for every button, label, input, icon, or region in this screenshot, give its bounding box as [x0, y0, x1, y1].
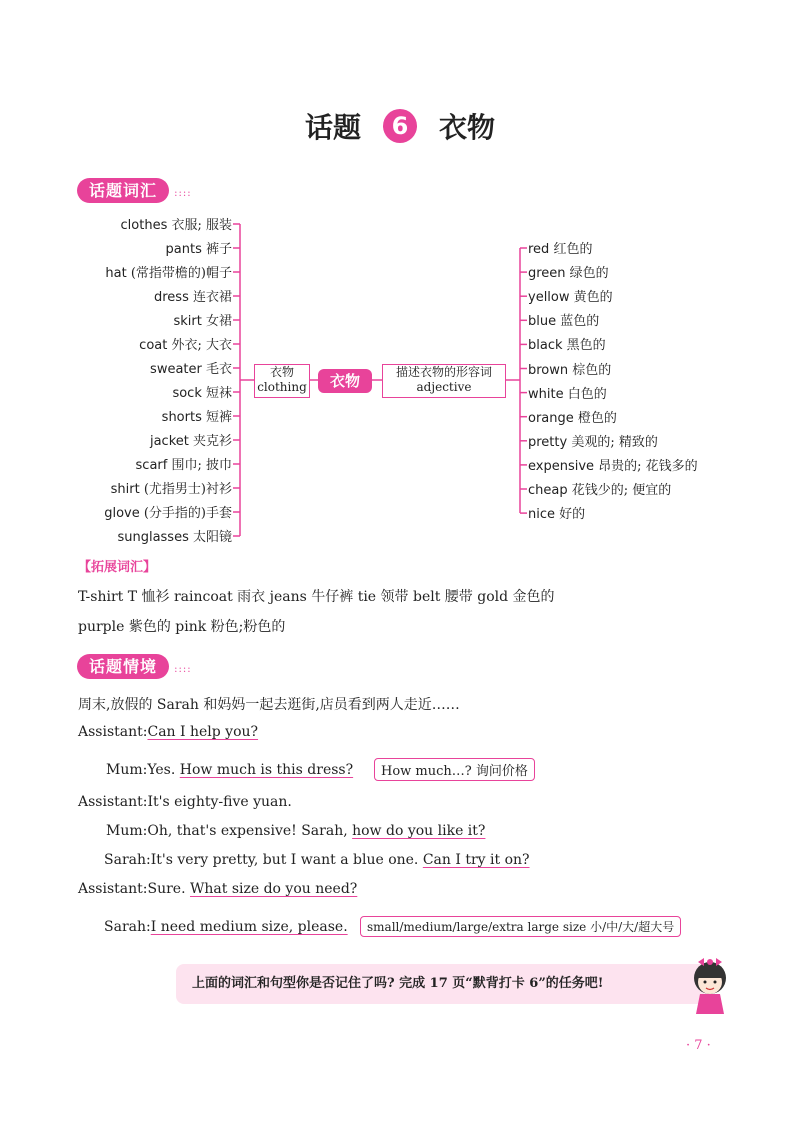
dialogue-line-7: [104, 919, 348, 935]
vocab-english: expensive: [528, 458, 595, 474]
vocab-english: orange: [528, 410, 574, 426]
vocab-chinese: 橙色的: [573, 410, 617, 426]
vocab-english: scarf: [135, 458, 168, 473]
sentence-text: It's eighty-five yuan.: [147, 794, 292, 810]
sentence-text: Oh, that's expensive! Sarah,: [147, 823, 353, 839]
section-context-label: 话题情境: [77, 654, 169, 679]
vocab-english: black: [528, 338, 563, 354]
vocab-item: [528, 455, 698, 474]
vocab-chinese: 裤子: [201, 242, 232, 257]
decor-dots: ::::: [174, 188, 192, 199]
vocab-english: pretty: [528, 434, 568, 450]
speaker: Assistant:: [78, 724, 148, 740]
vocab-english: green: [528, 266, 566, 282]
page-number: · 7 ·: [686, 1038, 711, 1053]
node-clothing: [254, 364, 310, 398]
key-sentence: Can I help you?: [147, 724, 259, 740]
vocab-item: [172, 382, 232, 401]
vocab-chinese: 女裙: [201, 314, 232, 329]
node-adjective-cn: 描述衣物的形容词: [395, 365, 492, 379]
vocab-chinese: 夹克衫: [188, 434, 232, 449]
vocab-english: sweater: [150, 362, 202, 377]
dialogue-line-4: [106, 823, 485, 839]
vocab-item: [528, 334, 606, 353]
vocab-chinese: 短袜: [201, 386, 232, 401]
node-adjective: [382, 364, 506, 398]
vocab-item: [150, 358, 232, 377]
key-sentence: Can I try it on?: [422, 852, 530, 868]
vocab-english: shorts: [161, 410, 202, 425]
vocab-english: blue: [528, 314, 557, 330]
vocab-item: [104, 502, 232, 521]
vocab-item: [528, 407, 617, 426]
vocab-chinese: 外衣; 大衣: [167, 338, 232, 353]
vocab-item: [528, 238, 592, 257]
key-sentence: how do you like it?: [352, 823, 486, 839]
vocab-chinese: 白色的: [563, 386, 607, 402]
vocab-item: [528, 359, 611, 378]
vocab-chinese: 衣服; 服装: [167, 218, 232, 233]
vocab-english: nice: [528, 507, 555, 523]
vocab-item: [528, 262, 609, 281]
vocab-chinese: 连衣裙: [188, 290, 232, 305]
vocab-chinese: (常指带檐的)帽子: [126, 266, 232, 281]
node-adjective-en: adjective: [416, 380, 472, 394]
vocab-english: clothes: [120, 218, 168, 233]
vocab-chinese: 美观的; 精致的: [567, 434, 658, 450]
vocab-chinese: 蓝色的: [556, 314, 600, 330]
vocab-item: [117, 526, 232, 545]
sentence-text: Sure.: [147, 881, 190, 897]
reminder-banner: [176, 964, 712, 1004]
vocab-item: [150, 430, 232, 449]
vocab-chinese: 毛衣: [201, 362, 232, 377]
note-sizes: small/medium/large/extra large size 小/中/大/超大号: [360, 916, 681, 937]
vocab-item: [121, 214, 232, 233]
title-left: 话题: [304, 111, 361, 144]
dialogue-intro: 周末,放假的 Sarah 和妈妈一起去逛街,店员看到两人走近……: [78, 697, 460, 713]
vocab-chinese: 围巾; 披巾: [167, 458, 232, 473]
dialogue-line-6: [78, 881, 357, 897]
speaker: Assistant:: [78, 881, 148, 897]
title-right: 衣物: [439, 111, 496, 144]
sentence-text: It's very pretty, but I want a blue one.: [150, 852, 423, 868]
vocab-chinese: 黄色的: [569, 290, 613, 306]
speaker: Sarah:: [104, 919, 151, 935]
vocab-chinese: 短裤: [201, 410, 232, 425]
dialogue-line-2: [106, 762, 353, 778]
vocab-english: shirt: [110, 482, 140, 497]
vocab-chinese: 好的: [555, 507, 586, 523]
speaker: Mum:: [106, 823, 148, 839]
vocab-chinese: (尤指男士)衬衫: [139, 482, 232, 497]
speaker: Mum:: [106, 762, 148, 778]
vocab-english: coat: [139, 338, 168, 353]
speaker: Assistant:: [78, 794, 148, 810]
key-sentence: How much is this dress?: [179, 762, 354, 778]
vocab-item: [528, 383, 607, 402]
vocab-english: hat: [105, 266, 127, 281]
vocab-item: [166, 238, 232, 257]
vocab-chinese: 黑色的: [562, 338, 606, 354]
section-vocab-label: 话题词汇: [77, 178, 169, 203]
vocab-english: jacket: [149, 434, 189, 449]
vocab-chinese: 花钱少的; 便宜的: [567, 483, 672, 498]
vocab-item: [162, 406, 232, 425]
vocab-item: [111, 478, 232, 497]
key-sentence: I need medium size, please.: [150, 919, 348, 935]
vocab-english: cheap: [528, 483, 568, 498]
vocab-english: dress: [154, 290, 189, 305]
vocab-english: glove: [104, 506, 140, 521]
sentence-text: Yes.: [147, 762, 180, 778]
vocab-chinese: 绿色的: [565, 266, 609, 282]
vocab-item: [139, 334, 232, 353]
adjective-word-list: [528, 238, 748, 538]
vocab-chinese: 昂贵的; 花钱多的: [594, 458, 698, 474]
vocab-item: [528, 431, 658, 450]
vocab-item: [136, 454, 232, 473]
clothing-word-list: [60, 214, 232, 554]
vocab-english: skirt: [173, 314, 202, 329]
vocab-chinese: 红色的: [549, 242, 593, 257]
vocab-item: [528, 479, 671, 498]
decor-dots: ::::: [174, 664, 192, 675]
dialogue-line-5: [104, 852, 530, 868]
vocab-item: [528, 503, 585, 522]
reminder-text: 上面的词汇和句型你是否记住了吗? 完成 17 页“默背打卡 6”的任务吧!: [192, 976, 604, 991]
vocab-english: pants: [165, 242, 202, 257]
vocab-english: sunglasses: [117, 530, 189, 545]
vocab-english: yellow: [528, 290, 570, 306]
note-how-much: How much…? 询问价格: [374, 758, 535, 781]
node-clothing-en: clothing: [257, 380, 307, 394]
section-header-context: [77, 654, 192, 677]
vocab-item: [105, 262, 232, 281]
vocab-item: [528, 310, 599, 329]
vocab-english: sock: [172, 386, 202, 401]
node-center: 衣物: [318, 369, 372, 393]
vocab-english: red: [528, 242, 550, 257]
vocab-item: [154, 286, 232, 305]
vocab-item: [174, 310, 233, 329]
vocab-chinese: (分手指的)手套: [139, 506, 232, 521]
dialogue-line-3: [78, 794, 292, 810]
dialogue-line-1: [78, 724, 258, 740]
cartoon-girl-icon: [680, 948, 740, 1018]
key-sentence: What size do you need?: [189, 881, 358, 897]
extension-heading: 【拓展词汇】: [78, 560, 157, 575]
extension-line-2: purple 紫色的 pink 粉色;粉色的: [78, 619, 286, 635]
vocab-item: [528, 286, 613, 305]
extension-line-1: T-shirt T 恤衫 raincoat 雨衣 jeans 牛仔裤 tie 领带 belt 腰带 gold 金色的: [78, 589, 555, 605]
vocab-chinese: 棕色的: [568, 362, 612, 378]
node-clothing-cn: 衣物: [269, 365, 294, 379]
vocab-english: white: [528, 386, 564, 402]
vocab-chinese: 太阳镜: [188, 530, 232, 545]
vocab-english: brown: [528, 362, 569, 378]
speaker: Sarah:: [104, 852, 151, 868]
topic-number-badge: 6: [383, 109, 417, 143]
